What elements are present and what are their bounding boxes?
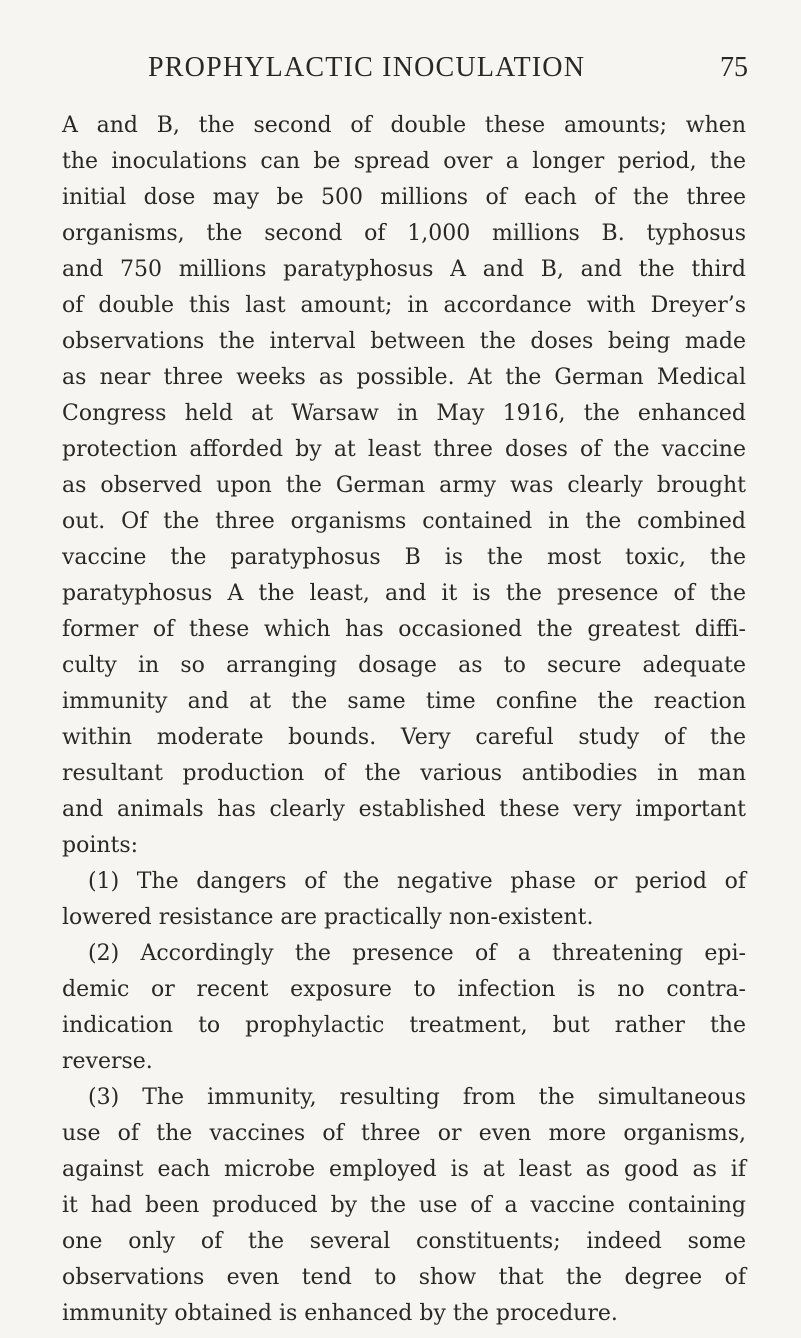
- text-line: culty in so arranging dosage as to secure adequate: [62, 653, 746, 678]
- text-line: immunity obtained is enhanced by the procedure.: [62, 1301, 618, 1326]
- text-line: demic or recent exposure to infection is no contra-: [62, 977, 746, 1002]
- text-line: immunity and at the same time confine the reaction: [62, 689, 746, 714]
- text-line: (2) Accordingly the presence of a threatening epi-: [88, 941, 746, 966]
- text-line: the inoculations can be spread over a longer period, the: [62, 149, 746, 174]
- page-number: 75: [720, 52, 748, 83]
- text-line: organisms, the second of 1,000 millions B. typhosus: [62, 221, 746, 246]
- text-line: one only of the several constituents; indeed some: [62, 1229, 746, 1254]
- text-line: initial dose may be 500 millions of each of the three: [62, 185, 746, 210]
- text-line: use of the vaccines of three or even more organisms,: [62, 1121, 746, 1146]
- text-line: and 750 millions paratyphosus A and B, and the third: [62, 257, 746, 282]
- text-line: former of these which has occasioned the greatest diffi-: [62, 617, 746, 642]
- text-line: as near three weeks as possible. At the German Medical: [62, 365, 746, 390]
- text-line: A and B, the second of double these amounts; when: [62, 113, 746, 138]
- text-line: out. Of the three organisms contained in the combined: [62, 509, 746, 534]
- text-line: as observed upon the German army was clearly brought: [62, 473, 746, 498]
- text-line: observations even tend to show that the degree of: [62, 1265, 746, 1290]
- running-head: PROPHYLACTIC INOCULATION: [148, 52, 586, 83]
- text-line: (1) The dangers of the negative phase or period of: [88, 869, 746, 894]
- text-line: Congress held at Warsaw in May 1916, the enhanced: [62, 401, 746, 426]
- text-line: against each microbe employed is at least as good as if: [62, 1157, 746, 1182]
- text-line: vaccine the paratyphosus B is the most toxic, the: [62, 545, 746, 570]
- text-line: within moderate bounds. Very careful study of the: [62, 725, 746, 750]
- text-line: protection afforded by at least three doses of the vaccine: [62, 437, 746, 462]
- text-line: lowered resistance are practically non-existent.: [62, 905, 594, 930]
- text-line: and animals has clearly established these very important: [62, 797, 746, 822]
- text-line: paratyphosus A the least, and it is the presence of the: [62, 581, 746, 606]
- text-line: observations the interval between the doses being made: [62, 329, 746, 354]
- text-line: of double this last amount; in accordance with Dreyer’s: [62, 293, 746, 318]
- body-text: [62, 108, 746, 1332]
- text-line: (3) The immunity, resulting from the simultaneous: [88, 1085, 746, 1110]
- text-line: resultant production of the various antibodies in man: [62, 761, 746, 786]
- text-line: indication to prophylactic treatment, but rather the: [62, 1013, 746, 1038]
- text-line: it had been produced by the use of a vaccine containing: [62, 1193, 746, 1218]
- text-line: points:: [62, 833, 139, 858]
- text-line: reverse.: [62, 1049, 153, 1074]
- page-header: [148, 52, 748, 96]
